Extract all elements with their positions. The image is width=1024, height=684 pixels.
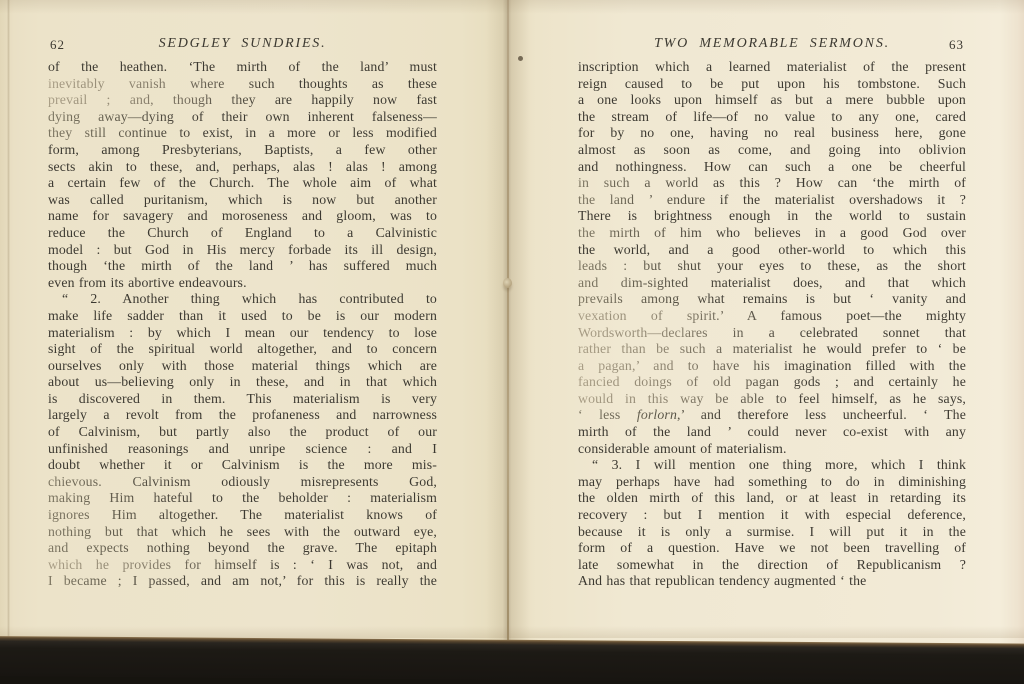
text-line: of Calvinism, but partly also the product of our (48, 424, 437, 440)
text-line: There is brightness enough in the world to sustain (578, 208, 966, 224)
text-line: late somewhat in the direction of Republicanism ? (578, 556, 966, 572)
text-line: inscription which a learned materialist of the present (578, 59, 966, 74)
text-line: Wordsworth—declares in a celebrated sonnet that (578, 324, 966, 340)
text-line: And has that republican tendency augmented ‘ the (578, 573, 867, 589)
text-line: even from its abortive endeavours. (48, 274, 247, 290)
left-page-crease (7, 0, 10, 649)
text-line: the olden mirth of this land, or at least in retarding its (578, 490, 966, 506)
text-line: which he provides for himself is : ‘ I was not, and (48, 556, 437, 572)
text-line: a certain few of the Church. The whole aim of what (48, 175, 437, 191)
book-gutter-line (507, 0, 509, 649)
text-line: unfinished reasonings and unripe science : and I (48, 440, 437, 456)
text-line: mirth of the land ’ could never co-exist with any (578, 424, 966, 440)
text-line: a pagan,’ and to have his imagination filled with the (578, 357, 966, 373)
text-line: and nothingness. How can such a one be cheerful (578, 158, 966, 174)
text-line: fancied doings of old pagan gods ; and certainly he (578, 374, 966, 390)
text-line: the stream of life—of no value to any one, cared (578, 108, 966, 124)
text-line: doubt whether it or Calvinism is the more mis- (48, 457, 437, 473)
text-line: rather than be such a materialist he would prefer to ‘ be (578, 341, 966, 357)
text-line: form, among Presbyterians, Baptists, a few other (48, 141, 437, 157)
text-line: ourselves only with those material things which are (48, 357, 437, 373)
binding-thread-knot (503, 278, 512, 288)
right-page (508, 0, 1024, 649)
right-page-number: 63 (949, 37, 964, 52)
text-line: sects akin to these, and, perhaps, alas ! alas ! among (48, 158, 437, 174)
left-running-title: SEDGLEY SUNDRIES. (158, 36, 327, 51)
book-bottom-edge (0, 636, 1024, 684)
text-line: of the heathen. ‘The mirth of the land’ must (48, 59, 437, 74)
left-page-text (48, 59, 437, 590)
right-page-text (578, 59, 966, 590)
text-line: prevail ; and, though they are happily now fast (48, 92, 437, 108)
text-line: materialism : by which I mean our tendency to lose (48, 324, 437, 340)
text-line: the land ’ endure if the materialist overshadows it ? (578, 191, 966, 207)
text-line: inevitably vanish where such thoughts as these (48, 75, 437, 91)
text-line: sight of the spiritual world altogether, and to concern (48, 341, 437, 357)
text-line: “ 3. I will mention one thing more, which I think (592, 457, 966, 473)
text-line: and expects nothing beyond the grave. The epitaph (48, 540, 437, 556)
text-line: vexation of spirit.’ A famous poet—the mighty (578, 307, 966, 323)
right-page-header (578, 36, 966, 56)
text-line: was called puritanism, which is now but another (48, 191, 437, 207)
text-line: leads : but shut your eyes to these, as the short (578, 258, 966, 274)
text-line: in such a world as this ? How can ‘the mirth of (578, 175, 966, 191)
text-line: the world, and a good other-world to which this (578, 241, 966, 257)
text-line: reign caused to be put upon his tombstone. Such (578, 75, 966, 91)
ink-speck (518, 56, 523, 61)
text-line: though ‘the mirth of the land ’ has suffered much (48, 258, 437, 274)
text-line: ignores Him altogether. The materialist knows of (48, 507, 437, 523)
bottom-page-edge-shadow (0, 626, 1024, 638)
text-line: dying away—dying of their own inherent falseness— (48, 108, 437, 124)
text-line: they still continue to exist, in a more or less modified (48, 125, 437, 141)
right-running-title: TWO MEMORABLE SERMONS. (654, 36, 890, 51)
top-edge-shadow (0, 0, 1024, 14)
text-line: considerable amount of materialism. (578, 440, 787, 456)
text-line: name for savagery and moroseness and gloom, was to (48, 208, 437, 224)
text-line: for by no one, having no real business here, gone (578, 125, 966, 141)
text-line: largely a revolt from the profaneness and narrowness (48, 407, 437, 423)
text-line: make life sadder than it used to be is our modern (48, 307, 437, 323)
text-line: “ 2. Another thing which has contributed to (62, 291, 437, 307)
text-line: reduce the Church of England to a Calvinistic (48, 224, 437, 240)
text-line: nothing but that which he sees with the outward eye, (48, 523, 437, 539)
text-line: chievous. Calvinism odiously misrepresents God, (48, 473, 437, 489)
text-line: a one looks upon himself as but a mere bubble upon (578, 92, 966, 108)
text-line: recovery : but I mention it with especial deference, (578, 507, 966, 523)
text-line: would in this way be able to feel himself, as he says, (578, 390, 966, 406)
text-line: making Him hateful to the beholder : materialism (48, 490, 437, 506)
text-line: the mirth of him who believes in a good God over (578, 224, 966, 240)
text-line: almost as soon as come, and going into oblivion (578, 141, 966, 157)
text-line: model : but God in His mercy forbade its ill design, (48, 241, 437, 257)
left-page (0, 0, 508, 649)
text-line: form of a question. Have we not been travelling of (578, 540, 966, 556)
text-line: and dim-sighted materialist does, and that which (578, 274, 966, 290)
text-line: is discovered in them. This materialism is very (48, 390, 437, 406)
text-line: prevails among what remains is but ‘ vanity and (578, 291, 966, 307)
text-line: because it is only a surmise. I will put it in the (578, 523, 966, 539)
text-line: I became ; I passed, and am not,’ for this is really the (48, 573, 437, 589)
text-line: ‘ less forlorn,’ and therefore less uncheerful. ‘ The (578, 407, 966, 423)
left-page-number: 62 (50, 37, 65, 52)
text-line: may perhaps have had something to do in diminishing (578, 473, 966, 489)
text-line: about us—believing only in these, and in that which (48, 374, 437, 390)
left-page-header (48, 36, 437, 56)
